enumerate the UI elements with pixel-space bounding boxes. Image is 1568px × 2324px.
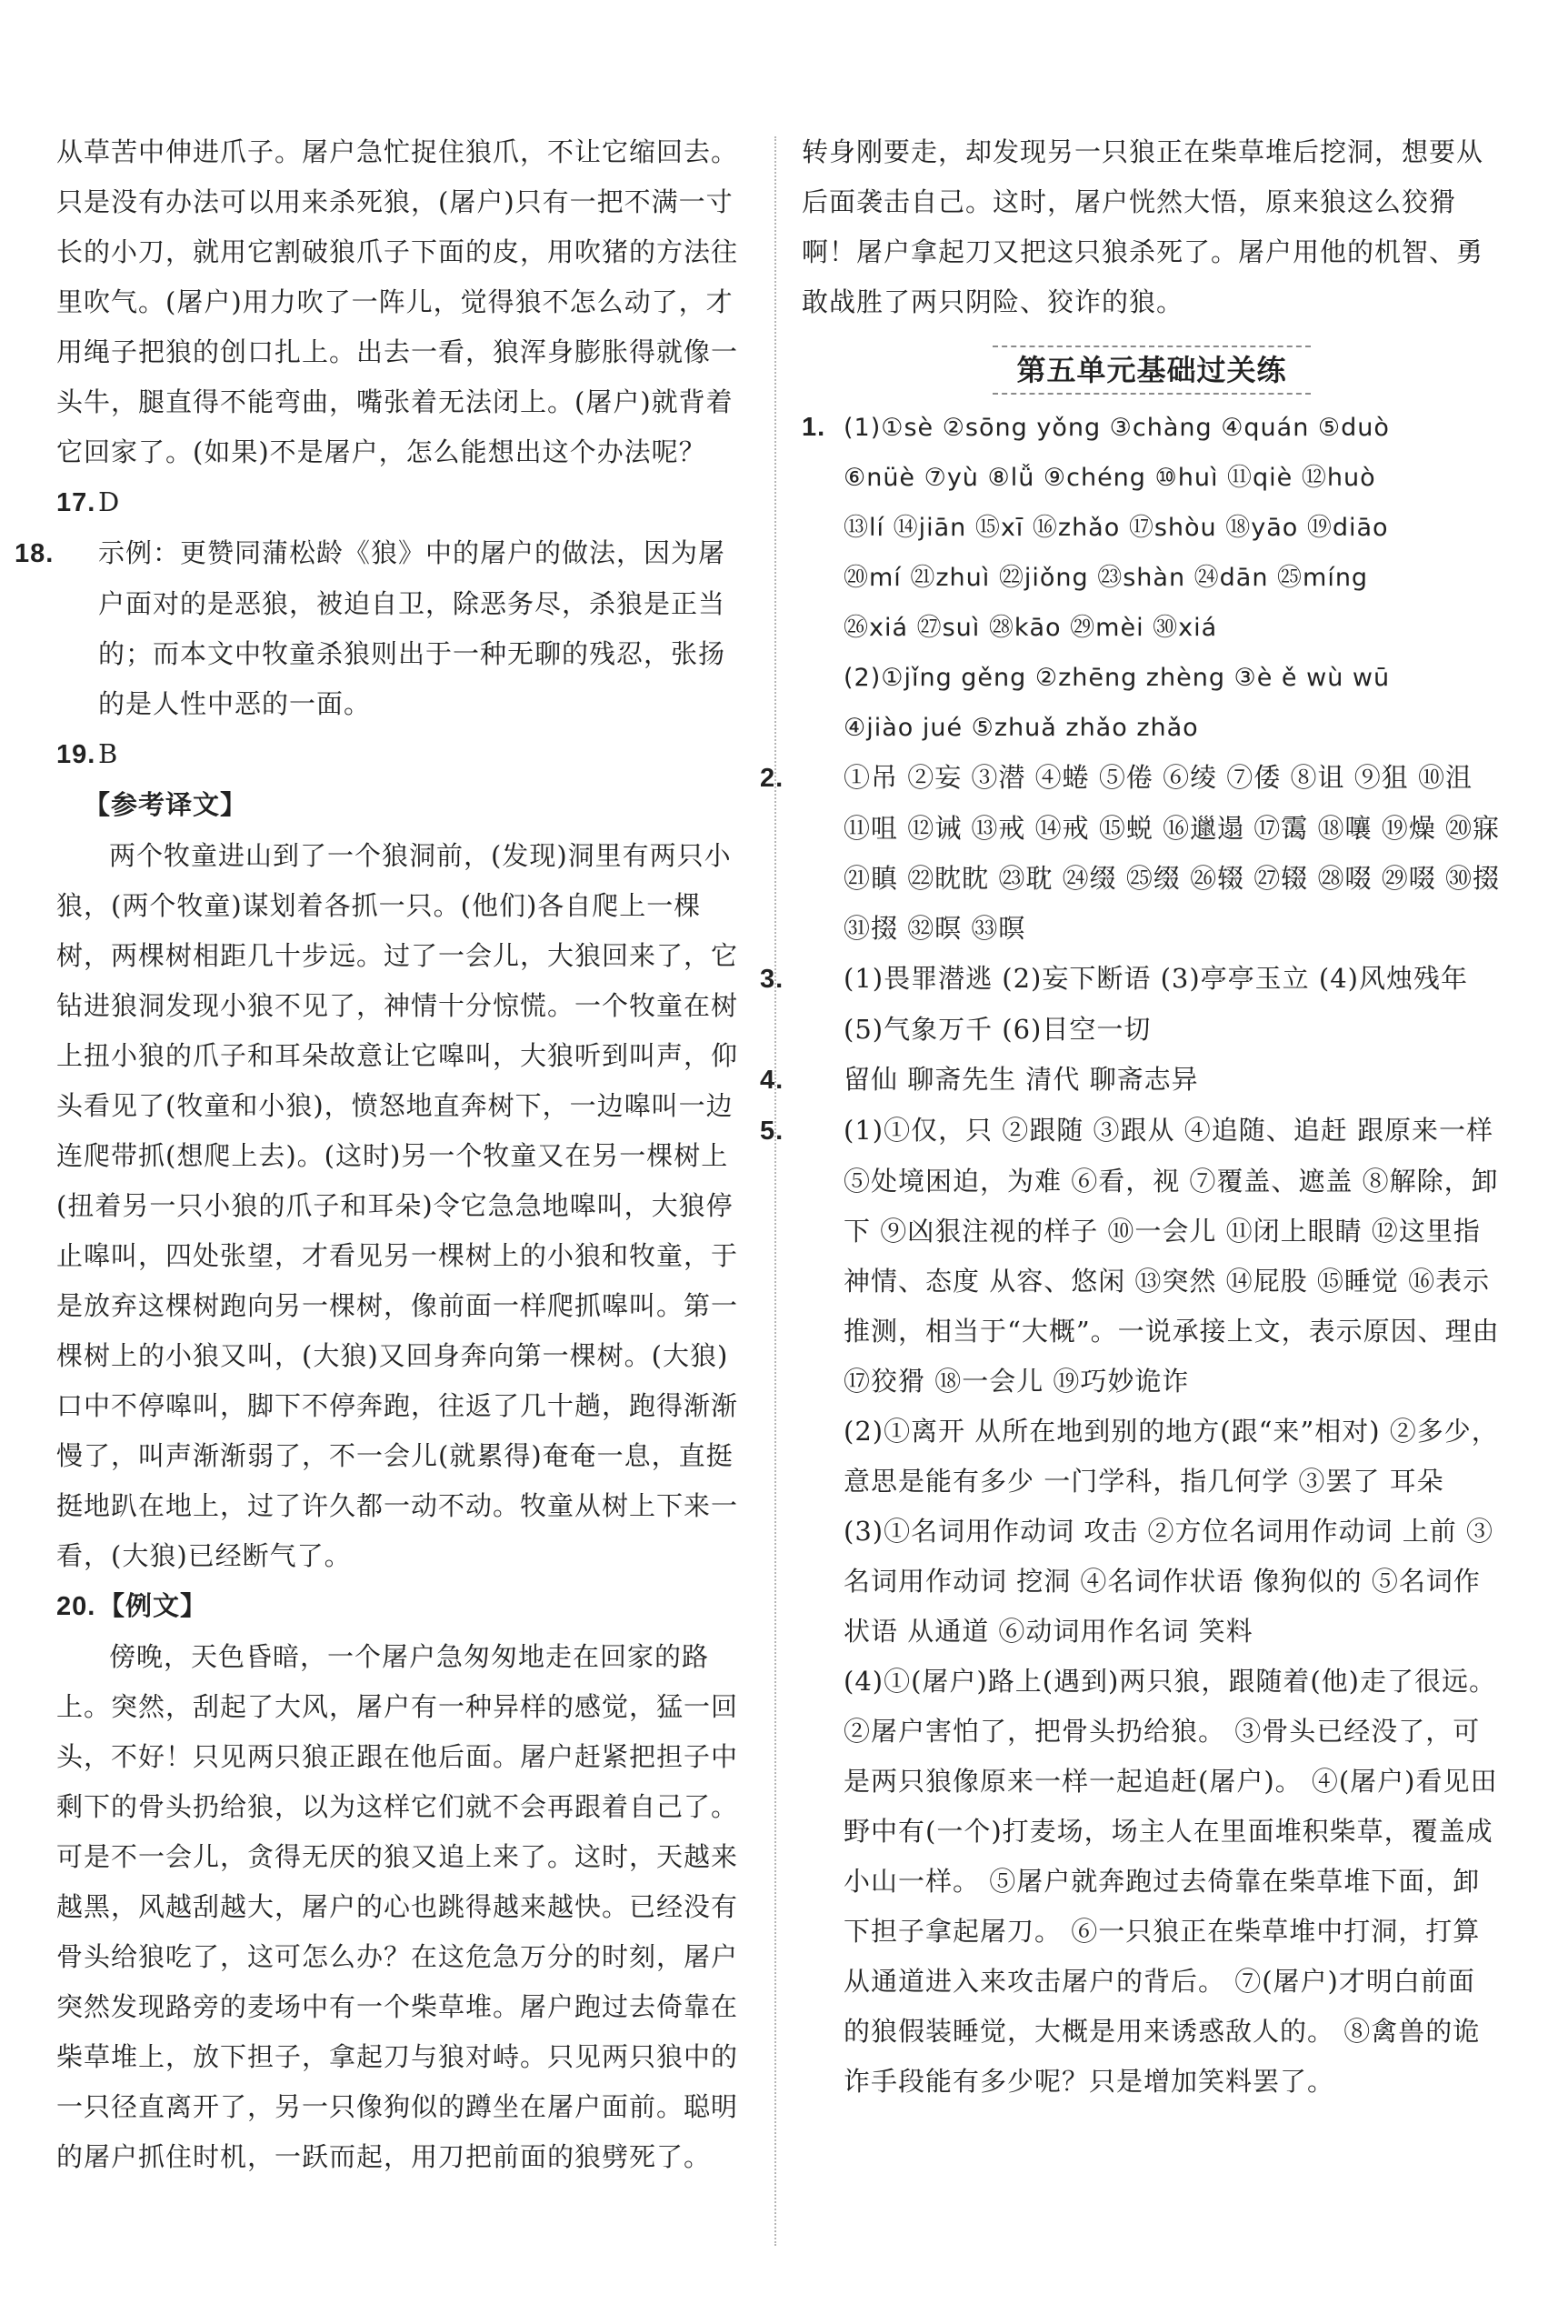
pinyin-line: ㉖xiá ㉗suì ㉘kāo ㉙mèi ㉚xiá (844, 614, 1218, 642)
pinyin-line: ⑳mí ㉑zhuì ㉒jiǒng ㉓shàn ㉔dān ㉕míng (844, 564, 1369, 592)
section-heading (802, 346, 1502, 396)
answer-text: 示例：更赞同蒲松龄《狼》中的屠户的做法，因为屠户面对的是恶狼，被迫自卫，除恶务尽，杀狼是正当的；而本文中牧童杀狼则出于一种无聊的残忍，张扬的是人性中恶的一面。 (98, 537, 726, 719)
reference-translation: 两个牧童进山到了一个狼洞前，(发现)洞里有两只小狼，(两个牧童)谋划着各抓一只。(他们)各自爬上一棵树，两棵树相距几十步远。过了一会儿，大狼回来了，它钻进狼洞发现小狼不见了，神情十分惊慌。一个牧童在树上扭小狼的爪子和耳朵故意让它嗥叫，大狼听到叫声，仰头看见了(牧童和小狼)，愤怒地直奔树下，一边嗥叫一边连爬带抓(想爬上去)。(这时)另一个牧童又在另一棵树上(扭着另一只小狼的爪子和耳朵)令它急急地嗥叫，大狼停止嗥叫，四处张望，才看见另一棵树上的小狼和牧童，于是放弃这棵树跑向另一棵树，像前面一样爬抓嗥叫。第一棵树上的小狼又叫，(大狼)又回身奔向第一棵树。(大狼)口中不停嗥叫，脚下不停奔跑，往返了几十趟，跑得渐渐慢了，叫声渐渐弱了，不一会儿(就累得)奄奄一息，直挺挺地趴在地上，过了许久都一动不动。牧童从树上下来一看，(大狼)已经断气了。 (56, 840, 739, 1571)
question-18 (15, 528, 749, 729)
answer-text: (1)畏罪潜逃 (2)妄下断语 (3)亭亭玉立 (4)风烛残年 (5)气象万千 (6)目空一切 (844, 963, 1468, 1045)
pinyin-line: (2)①jǐng gěng ②zhēng zhèng ③è ě wù wū (844, 664, 1391, 692)
question-5 (760, 1106, 1502, 1407)
question-number: 19. (56, 740, 96, 769)
reference-translation-label: 【参考译文】 (84, 791, 248, 820)
answer-text: D (98, 486, 121, 517)
example-essay-label: 【例文】 (98, 1592, 208, 1621)
question-3 (760, 954, 1502, 1055)
answer-part-4: (4)①(屠户)路上(遇到)两只狼，跟随着(他)走了很远。②屠户害怕了，把骨头扔给狼。 ③骨头已经没了，可是两只狼像原来一样一起追赶(屠户)。 ④(屠户)看见田野中有(一个)打麦场，场主人在里面堆积柴草，覆盖成小山一样。 ⑤屠户就奔跑过去倚靠在柴草堆下面，卸下担子拿起屠刀。 ⑥一只狼正在柴草堆中打洞，打算从通道进入来攻击屠户的背后。 ⑦(屠户)才明白前面的狼假装睡觉，大概是用来诱惑敌人的。 ⑧禽兽的诡诈手段能有多少呢？只是增加笑料罢了。 (844, 1666, 1498, 2097)
answer-part-3: (3)①名词用作动词 攻击 ②方位名词用作动词 上前 ③名词用作动词 挖洞 ④名词作状语 像狗似的 ⑤名词作状语 从通道 ⑥动词用作名词 笑料 (844, 1516, 1493, 1647)
answer-part-2: (2)①离开 从所在地到别的地方(跟“来”相对) ②多少，意思是能有多少 一门学科，指几何学 ③罢了 耳朵 (844, 1416, 1499, 1497)
question-number: 3. (760, 965, 784, 994)
question-2 (760, 753, 1502, 954)
essay-continuation: 转身刚要走，却发现另一只狼正在柴草堆后挖洞，想要从后面袭击自己。这时，屠户恍然大悟，原来狼这么狡猾啊！屠户拿起刀又把这只狼杀死了。屠户用他的机智、勇敢战胜了两只阴险、狡诈的狼。 (802, 136, 1484, 317)
question-number: 1. (802, 413, 826, 442)
pinyin-line: ⑥nüè ⑦yù ⑧lǚ ⑨chéng ⑩huì ⑪qiè ⑫huò (844, 464, 1376, 492)
pinyin-line: ④jiào jué ⑤zhuǎ zhǎo zhǎo (844, 714, 1199, 742)
pinyin-line: ⑬lí ⑭jiān ⑮xī ⑯zhǎo ⑰shòu ⑱yāo ⑲diāo (844, 514, 1389, 542)
answer-text: B (98, 738, 119, 769)
right-column (760, 127, 1502, 2107)
section-title: 第五单元基础过关练 (993, 346, 1310, 395)
question-20 (56, 1581, 749, 1632)
question-number: 20. (56, 1592, 96, 1621)
pinyin-line: (1)①sè ②sōng yǒng ③chàng ④quán ⑤duò (844, 414, 1390, 442)
question-number: 5. (760, 1117, 784, 1146)
question-number: 4. (760, 1066, 784, 1095)
question-17 (56, 477, 749, 528)
column-divider (774, 136, 777, 2246)
question-number: 17. (56, 488, 96, 517)
question-number: 2. (760, 764, 784, 793)
question-4 (760, 1055, 1502, 1106)
question-number: 18. (15, 539, 55, 568)
left-column (15, 127, 749, 2182)
question-19 (56, 729, 749, 780)
answer-text: 留仙 聊斋先生 清代 聊斋志异 (844, 1064, 1199, 1095)
example-essay: 傍晚，天色昏暗，一个屠户急匆匆地走在回家的路上。突然，刮起了大风，屠户有一种异样的感觉，猛一回头，不好！只见两只狼正跟在他后面。屠户赶紧把担子中剩下的骨头扔给狼，以为这样它们就不会再跟着自己了。可是不一会儿，贪得无厌的狼又追上来了。这时，天越来越黑，风越刮越大，屠户的心也跳得越来越快。已经没有骨头给狼吃了，这可怎么办？在这危急万分的时刻，屠户突然发现路旁的麦场中有一个柴草堆。屠户跑过去倚靠在柴草堆上，放下担子，拿起刀与狼对峙。只见两只狼中的一只径直离开了，另一只像狗似的蹲坐在屠户面前。聪明的屠户抓住时机，一跃而起，用刀把前面的狼劈死了。 (56, 1641, 739, 2172)
question-1 (802, 402, 1502, 453)
answer-part-1: (1)①仅，只 ②跟随 ③跟从 ④追随、追赶 跟原来一样 ⑤处境困迫，为难 ⑥看，视 ⑦覆盖、遮盖 ⑧解除，卸下 ⑨凶狠注视的样子 ⑩一会儿 ⑪闭上眼睛 ⑫这里指神情、态度 从容、悠闲 ⑬突然 ⑭屁股 ⑮睡觉 ⑯表示推测，相当于“大概”。一说承接上文，表示原因、理由 ⑰狡猾 ⑱一会儿 ⑲巧妙诡诈 (844, 1115, 1500, 1397)
story-continuation: 从草苦中伸进爪子。屠户急忙捉住狼爪，不让它缩回去。只是没有办法可以用来杀死狼，(屠户)只有一把不满一寸长的小刀，就用它割破狼爪子下面的皮，用吹猪的方法往里吹气。(屠户)用力吹了一阵儿，觉得狼不怎么动了，才用绳子把狼的创口扎上。出去一看，狼浑身膨胀得就像一头牛，腿直得不能弯曲，嘴张着无法闭上。(屠户)就背着它回家了。(如果)不是屠户，怎么能想出这个办法呢？ (56, 136, 739, 467)
answer-text: ①吊 ②妄 ③潜 ④蜷 ⑤倦 ⑥绫 ⑦倭 ⑧诅 ⑨狙 ⑩沮 ⑪咀 ⑫诫 ⑬戒 ⑭戒 ⑮蜕 ⑯邋遢 ⑰霭 ⑱嚷 ⑲燥 ⑳寐 ㉑瞋 ㉒眈眈 ㉓耽 ㉔缀 ㉕缀 ㉖辍 ㉗辍 ㉘啜 ㉙啜 ㉚掇 ㉛掇 ㉜暝 ㉝暝 (844, 762, 1500, 944)
